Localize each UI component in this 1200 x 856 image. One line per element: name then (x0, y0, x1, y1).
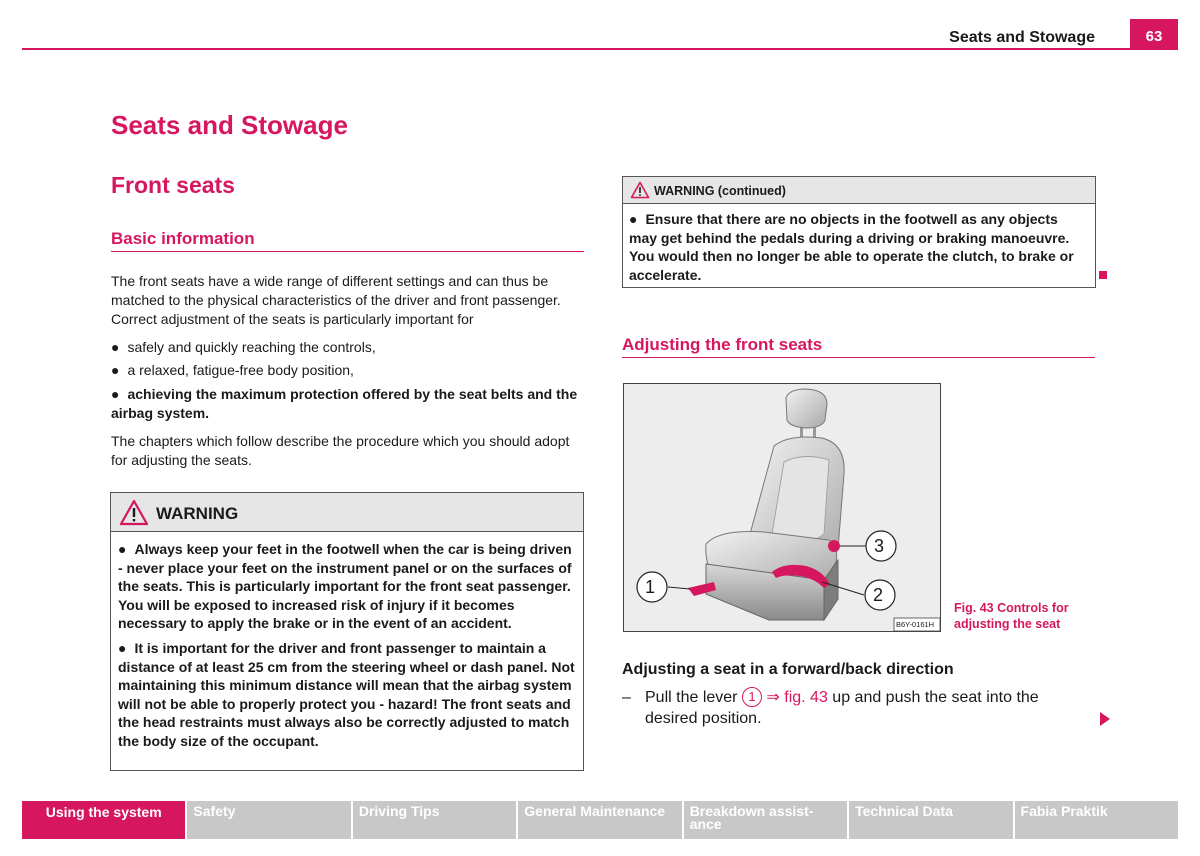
bullet-icon: ● (118, 639, 127, 656)
warning-box (110, 492, 584, 771)
warning-continued-box (622, 176, 1096, 288)
instruction-step: – Pull the lever 1 ⇒ fig. 43 up and push the seat into the desired position. (622, 689, 1039, 727)
warning-header (111, 493, 583, 532)
chapter-title: Seats and Stowage (111, 110, 348, 140)
continue-arrow-icon (1100, 712, 1110, 726)
callout-2-label: 2 (873, 585, 884, 605)
running-title: Seats and Stowage (949, 29, 1095, 46)
tab-safety[interactable]: Safety (187, 801, 350, 839)
section-title: Front seats (111, 172, 235, 198)
seat-figure (623, 383, 941, 632)
bullet-icon: ● (118, 541, 127, 557)
warning-triangle-icon (630, 181, 650, 199)
warning-item: ● It is important for the driver and front passenger to maintain a distance of at least 25 cm from the steering wheel or dash panel. Not maintaining this minimum distance will mean that the airbag system will not be able to properly protect you - hazard! The front seats and the head restraints must always also be correctly adjusted to match the body size of the occupant. (118, 639, 575, 749)
callout-1-label: 1 (645, 577, 656, 597)
warning-item: ● Always keep your feet in the footwell when the car is being driven - never place your feet on the instrument panel or on the surfaces of the seats. This is particularly important for the front seat passenger. You will be exposed to increased risk of injury if it becomes necessary to apply the brake or in the event of an accident. (118, 541, 572, 632)
forward-back-heading: Adjusting a seat in a forward/back direction (622, 661, 954, 678)
adjusting-rule (622, 357, 1095, 358)
page-number: 63 (1130, 19, 1178, 50)
bullet-icon: ● (629, 211, 638, 227)
list-item: ● safely and quickly reaching the controls, (111, 339, 376, 355)
list-item: ● a relaxed, fatigue-free body position, (111, 362, 354, 378)
chapter-nav (22, 801, 1178, 839)
bullet-icon: ● (111, 339, 120, 355)
warning-continued-body: ● Ensure that there are no objects in the footwell as any objects may get behind the pedals during a driving or braking manoeuvre. You would then no longer be able to operate the clutch, to brake or accelerate. (629, 211, 1074, 283)
tab-driving-tips[interactable]: Driving Tips (353, 801, 516, 839)
warning-triangle-icon (119, 499, 149, 526)
tab-fabia-praktik[interactable]: Fabia Praktik (1015, 801, 1178, 839)
tab-technical-data[interactable]: Technical Data (849, 801, 1012, 839)
basic-info-heading: Basic information (111, 229, 255, 248)
callout-3-label: 3 (874, 536, 885, 556)
lever-1-ref: 1 (742, 687, 762, 707)
seat-illustration (624, 384, 941, 632)
tab-breakdown-assistance[interactable]: Breakdown assist-ance (684, 801, 847, 839)
intro-paragraph: The front seats have a wide range of different settings and can thus be matched to the physical characteristics of the driver and front passenger. Correct adjustment of the seats is particularly important for (111, 273, 561, 327)
outro-paragraph: The chapters which follow describe the procedure which you should adopt for adjusting the seats. (111, 433, 570, 468)
tab-general-maintenance[interactable]: General Maintenance (518, 801, 681, 839)
basic-info-rule (111, 251, 584, 252)
figure-code: B6Y-0161H (896, 620, 935, 629)
tab-using-the-system[interactable]: Using the system (22, 801, 185, 839)
warning-body (111, 532, 583, 751)
warning-title: WARNING (156, 504, 239, 523)
bullet-icon: ● (111, 386, 120, 402)
warning-continued-header (623, 177, 1095, 204)
section-end-marker (1099, 271, 1107, 279)
list-item: ● achieving the maximum protection offered by the seat belts and the airbag system. (111, 386, 578, 421)
warning-continued-title: WARNING (continued) (654, 184, 786, 198)
adjusting-heading: Adjusting the front seats (622, 335, 823, 354)
figure-link[interactable]: ⇒ fig. 43 (766, 689, 828, 706)
figure-caption: Fig. 43 Controls for adjusting the seat (954, 601, 1069, 631)
bullet-icon: ● (111, 362, 120, 378)
header-rule (22, 48, 1178, 50)
